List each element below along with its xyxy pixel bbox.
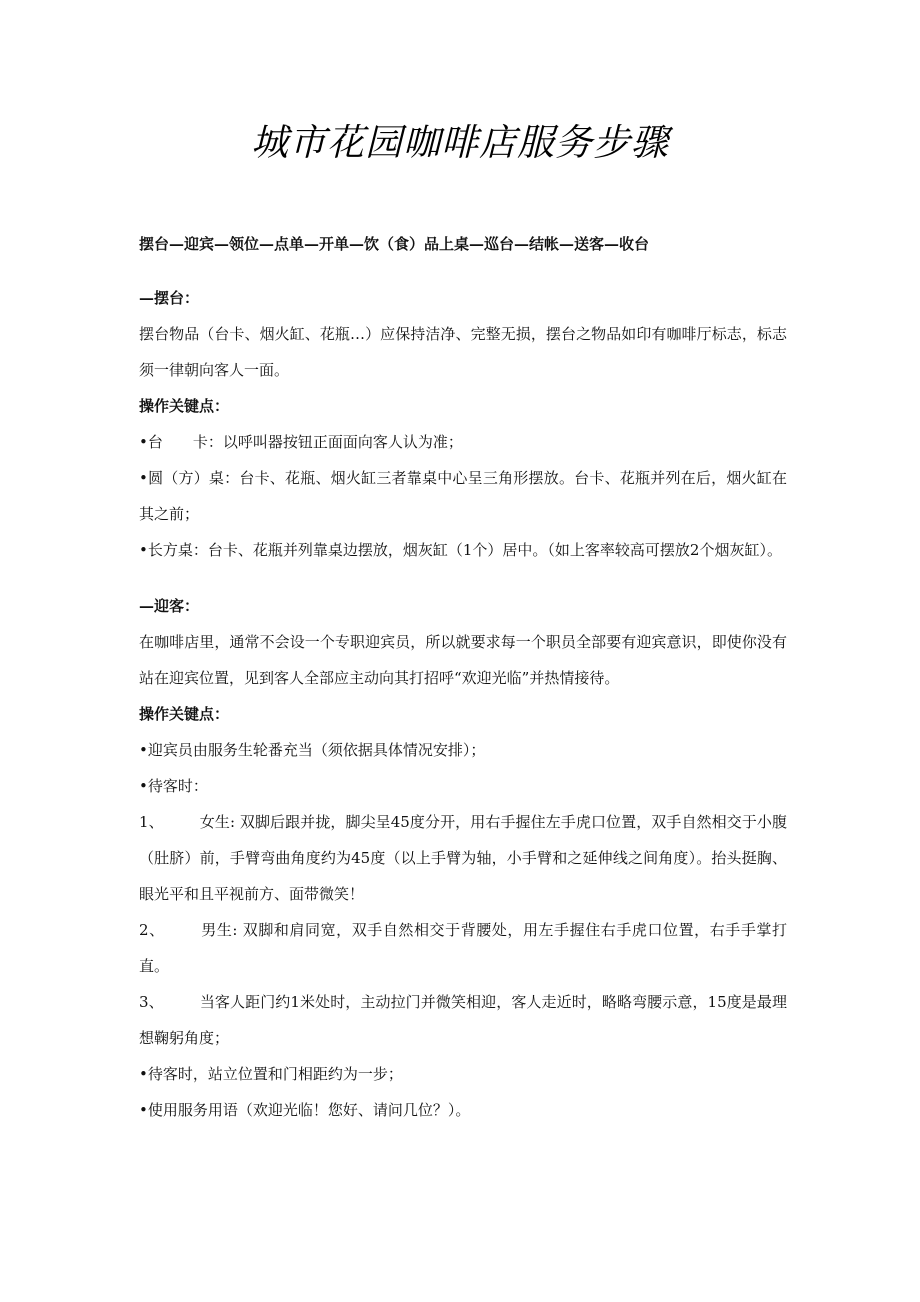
numbered-item-number: 1、: [139, 813, 164, 831]
numbered-item-text: 男生: 双脚和肩同宽，双手自然相交于背腰处，用左手握住右手虎口位置，右手手掌打直。: [139, 921, 788, 975]
service-flow: 摆台—迎宾—领位—点单—开单—饮（食）品上桌—巡台—结帐—送客—收台: [139, 235, 650, 253]
setup-item-table-card: •台 卡：以呼叫器按钮正面面向客人认为准；: [139, 433, 463, 451]
numbered-item-text: 当客人距门约1米处时，主动拉门并微笑相迎，客人走近时，略略弯腰示意，15度是最理想鞠躬角度；: [139, 993, 787, 1047]
numbered-item: [139, 912, 787, 984]
numbered-item-number: 2、: [139, 921, 165, 939]
numbered-item-text: 女生: 双脚后跟并拢，脚尖呈45度分开，用右手握住左手虎口位置，双手自然相交于小腹（肚脐）前，手臂弯曲角度约为45度（以上手臂为轴，小手臂和之延伸线之间角度）。抬头挺胸、眼光平和且平视前方、面带微笑！: [139, 813, 787, 903]
greeting-bullet-phrases: •使用服务用语（欢迎光临！您好、请问几位？）。: [139, 1101, 471, 1119]
greeting-key-points-heading: 操作关键点：: [139, 705, 230, 723]
setup-key-points-heading: 操作关键点：: [139, 397, 230, 415]
section-gap: [139, 568, 787, 588]
setup-intro: 摆台物品（台卡、烟火缸、花瓶…）应保持洁净、完整无损，摆台之物品如印有咖啡厅标志，标志须一律朝向客人一面。: [139, 325, 787, 379]
document-title: 城市花园咖啡店服务步骤: [251, 121, 669, 164]
greeting-bullet-waiting: •待客时：: [139, 777, 208, 795]
setup-item-round-table: •圆（方）桌：台卡、花瓶、烟火缸三者靠桌中心呈三角形摆放。台卡、花瓶并列在后，烟火缸在其之前；: [139, 469, 787, 523]
numbered-item: [139, 984, 787, 1056]
numbered-item: [139, 804, 787, 912]
section-heading-greeting: —迎客：: [139, 597, 200, 615]
setup-item-rect-table: •长方桌：台卡、花瓶并列靠桌边摆放，烟灰缸（1个）居中。（如上客率较高可摆放2个烟灰缸）。: [139, 541, 782, 559]
greeting-bullet-position: •待客时，站立位置和门相距约为一步；: [139, 1065, 403, 1083]
numbered-item-number: 3、: [139, 993, 164, 1011]
section-heading-setup: —摆台：: [139, 289, 200, 307]
document-body: [139, 226, 787, 1128]
greeting-bullet-rotation: •迎宾员由服务生轮番充当（须依据具体情况安排）；: [139, 741, 486, 759]
greeting-intro: 在咖啡店里，通常不会设一个专职迎宾员，所以就要求每一个职员全部要有迎宾意识，即使你没有站在迎宾位置，见到客人全部应主动向其打招呼“欢迎光临”并热情接待。: [139, 633, 787, 687]
